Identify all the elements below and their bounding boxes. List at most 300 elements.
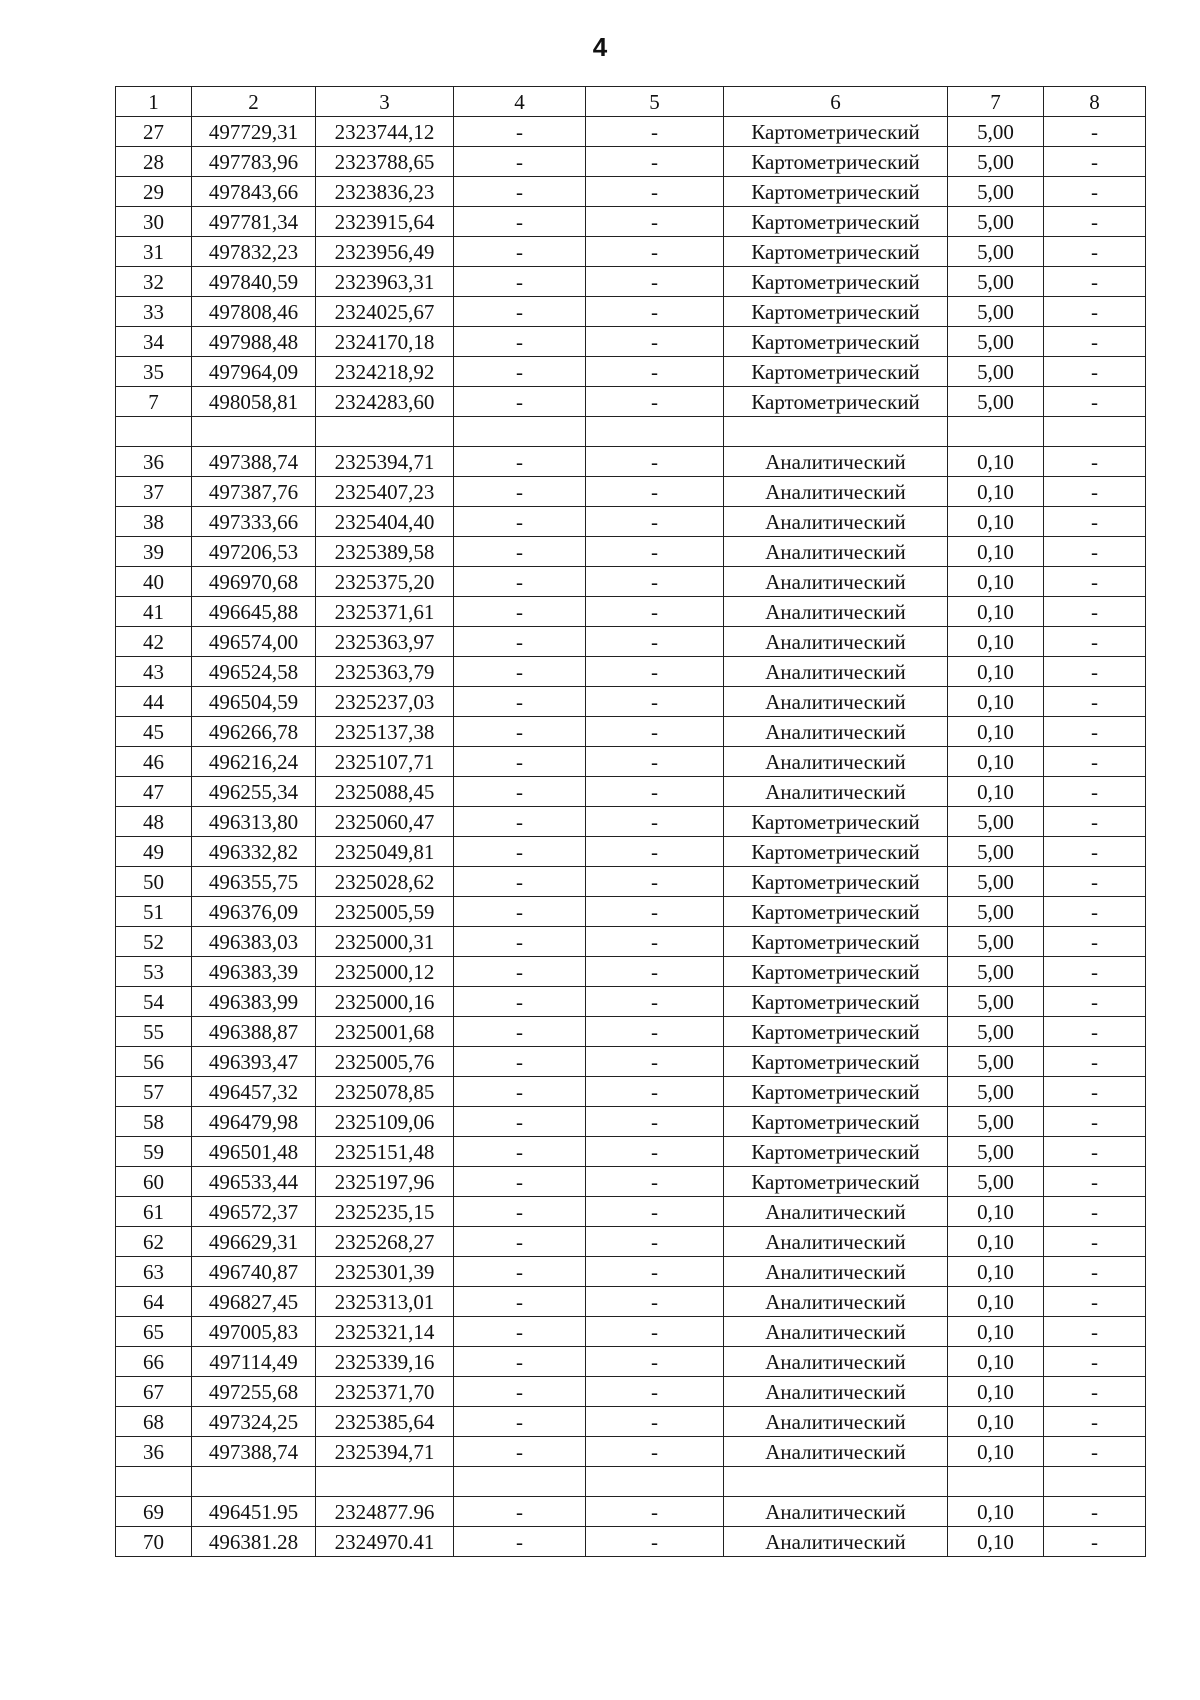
col5-cell bbox=[586, 1467, 724, 1497]
accuracy-cell: 5,00 bbox=[948, 1017, 1044, 1047]
y-coordinate-cell: 2325109,06 bbox=[316, 1107, 454, 1137]
x-coordinate-cell: 497388,74 bbox=[192, 1437, 316, 1467]
x-coordinate-cell: 496629,31 bbox=[192, 1227, 316, 1257]
accuracy-cell: 0,10 bbox=[948, 627, 1044, 657]
table-row bbox=[116, 1257, 1146, 1287]
col5-cell: - bbox=[586, 207, 724, 237]
y-coordinate-cell: 2325301,39 bbox=[316, 1257, 454, 1287]
col4-cell: - bbox=[454, 327, 586, 357]
col4-cell bbox=[454, 417, 586, 447]
col5-cell: - bbox=[586, 387, 724, 417]
x-coordinate-cell: 497387,76 bbox=[192, 477, 316, 507]
y-coordinate-cell: 2324170,18 bbox=[316, 327, 454, 357]
y-coordinate-cell: 2325137,38 bbox=[316, 717, 454, 747]
table-row bbox=[116, 1047, 1146, 1077]
col8-cell: - bbox=[1044, 1257, 1146, 1287]
method-cell: Картометрический bbox=[724, 1017, 948, 1047]
method-cell: Аналитический bbox=[724, 747, 948, 777]
col8-cell bbox=[1044, 417, 1146, 447]
method-cell: Картометрический bbox=[724, 897, 948, 927]
table-row bbox=[116, 177, 1146, 207]
y-coordinate-cell: 2325339,16 bbox=[316, 1347, 454, 1377]
col5-cell: - bbox=[586, 1377, 724, 1407]
table-row bbox=[116, 1497, 1146, 1527]
col4-cell: - bbox=[454, 477, 586, 507]
x-coordinate-cell: 497781,34 bbox=[192, 207, 316, 237]
col4-cell: - bbox=[454, 957, 586, 987]
col5-cell: - bbox=[586, 807, 724, 837]
col4-cell: - bbox=[454, 927, 586, 957]
accuracy-cell: 0,10 bbox=[948, 657, 1044, 687]
y-coordinate-cell: 2325268,27 bbox=[316, 1227, 454, 1257]
col4-cell: - bbox=[454, 1017, 586, 1047]
accuracy-cell: 5,00 bbox=[948, 807, 1044, 837]
table-row bbox=[116, 657, 1146, 687]
point-number-cell: 36 bbox=[116, 1437, 192, 1467]
col4-cell: - bbox=[454, 597, 586, 627]
table-row bbox=[116, 897, 1146, 927]
col4-cell: - bbox=[454, 117, 586, 147]
y-coordinate-cell: 2325389,58 bbox=[316, 537, 454, 567]
y-coordinate-cell: 2325371,70 bbox=[316, 1377, 454, 1407]
y-coordinate-cell: 2325404,40 bbox=[316, 507, 454, 537]
x-coordinate-cell: 496266,78 bbox=[192, 717, 316, 747]
point-number-cell: 27 bbox=[116, 117, 192, 147]
col8-cell: - bbox=[1044, 447, 1146, 477]
method-cell: Картометрический bbox=[724, 237, 948, 267]
point-number-cell: 59 bbox=[116, 1137, 192, 1167]
method-cell: Картометрический bbox=[724, 1137, 948, 1167]
col4-cell: - bbox=[454, 1227, 586, 1257]
y-coordinate-cell: 2323956,49 bbox=[316, 237, 454, 267]
point-number-cell: 53 bbox=[116, 957, 192, 987]
col5-cell: - bbox=[586, 1317, 724, 1347]
x-coordinate-cell: 497840,59 bbox=[192, 267, 316, 297]
table-row bbox=[116, 117, 1146, 147]
col4-cell: - bbox=[454, 177, 586, 207]
header-cell: 4 bbox=[454, 87, 586, 117]
col8-cell: - bbox=[1044, 477, 1146, 507]
x-coordinate-cell: 496479,98 bbox=[192, 1107, 316, 1137]
method-cell: Аналитический bbox=[724, 687, 948, 717]
y-coordinate-cell: 2325321,14 bbox=[316, 1317, 454, 1347]
accuracy-cell: 5,00 bbox=[948, 117, 1044, 147]
col5-cell: - bbox=[586, 837, 724, 867]
point-number-cell: 40 bbox=[116, 567, 192, 597]
col8-cell: - bbox=[1044, 1017, 1146, 1047]
accuracy-cell: 0,10 bbox=[948, 1347, 1044, 1377]
col5-cell: - bbox=[586, 177, 724, 207]
method-cell: Аналитический bbox=[724, 627, 948, 657]
col4-cell: - bbox=[454, 267, 586, 297]
x-coordinate-cell: 496645,88 bbox=[192, 597, 316, 627]
col8-cell: - bbox=[1044, 657, 1146, 687]
col5-cell: - bbox=[586, 867, 724, 897]
y-coordinate-cell: 2323836,23 bbox=[316, 177, 454, 207]
accuracy-cell: 0,10 bbox=[948, 717, 1044, 747]
col4-cell: - bbox=[454, 657, 586, 687]
accuracy-cell: 5,00 bbox=[948, 327, 1044, 357]
col8-cell: - bbox=[1044, 1167, 1146, 1197]
method-cell: Аналитический bbox=[724, 507, 948, 537]
col5-cell: - bbox=[586, 327, 724, 357]
x-coordinate-cell: 496216,24 bbox=[192, 747, 316, 777]
col4-cell: - bbox=[454, 1077, 586, 1107]
point-number-cell: 28 bbox=[116, 147, 192, 177]
col4-cell: - bbox=[454, 627, 586, 657]
accuracy-cell: 0,10 bbox=[948, 567, 1044, 597]
table-row bbox=[116, 237, 1146, 267]
coordinates-table bbox=[115, 86, 1146, 1557]
col8-cell: - bbox=[1044, 687, 1146, 717]
x-coordinate-cell: 497333,66 bbox=[192, 507, 316, 537]
y-coordinate-cell: 2323915,64 bbox=[316, 207, 454, 237]
col8-cell: - bbox=[1044, 597, 1146, 627]
col8-cell: - bbox=[1044, 1137, 1146, 1167]
col4-cell: - bbox=[454, 1317, 586, 1347]
point-number-cell: 30 bbox=[116, 207, 192, 237]
col8-cell: - bbox=[1044, 927, 1146, 957]
point-number-cell: 68 bbox=[116, 1407, 192, 1437]
point-number-cell: 60 bbox=[116, 1167, 192, 1197]
table-row bbox=[116, 357, 1146, 387]
x-coordinate-cell: 497114,49 bbox=[192, 1347, 316, 1377]
x-coordinate-cell: 496451.95 bbox=[192, 1497, 316, 1527]
col5-cell: - bbox=[586, 567, 724, 597]
method-cell: Аналитический bbox=[724, 597, 948, 627]
col5-cell: - bbox=[586, 1137, 724, 1167]
point-number-cell: 44 bbox=[116, 687, 192, 717]
x-coordinate-cell: 496383,39 bbox=[192, 957, 316, 987]
y-coordinate-cell: 2325197,96 bbox=[316, 1167, 454, 1197]
col5-cell: - bbox=[586, 897, 724, 927]
table-body bbox=[116, 117, 1146, 1557]
point-number-cell: 70 bbox=[116, 1527, 192, 1557]
y-coordinate-cell: 2325375,20 bbox=[316, 567, 454, 597]
col5-cell: - bbox=[586, 1257, 724, 1287]
method-cell: Картометрический bbox=[724, 297, 948, 327]
table-row bbox=[116, 1287, 1146, 1317]
point-number-cell: 46 bbox=[116, 747, 192, 777]
accuracy-cell: 0,10 bbox=[948, 1497, 1044, 1527]
point-number-cell: 66 bbox=[116, 1347, 192, 1377]
accuracy-cell: 5,00 bbox=[948, 897, 1044, 927]
method-cell: Аналитический bbox=[724, 1377, 948, 1407]
accuracy-cell: 0,10 bbox=[948, 597, 1044, 627]
col4-cell: - bbox=[454, 897, 586, 927]
col5-cell: - bbox=[586, 1047, 724, 1077]
x-coordinate-cell: 496504,59 bbox=[192, 687, 316, 717]
y-coordinate-cell: 2325151,48 bbox=[316, 1137, 454, 1167]
method-cell: Картометрический bbox=[724, 357, 948, 387]
col5-cell: - bbox=[586, 777, 724, 807]
method-cell: Картометрический bbox=[724, 207, 948, 237]
x-coordinate-cell: 496572,37 bbox=[192, 1197, 316, 1227]
accuracy-cell: 0,10 bbox=[948, 1197, 1044, 1227]
accuracy-cell: 5,00 bbox=[948, 297, 1044, 327]
method-cell: Картометрический bbox=[724, 1107, 948, 1137]
accuracy-cell: 0,10 bbox=[948, 1317, 1044, 1347]
point-number-cell: 34 bbox=[116, 327, 192, 357]
col8-cell: - bbox=[1044, 1107, 1146, 1137]
point-number-cell: 39 bbox=[116, 537, 192, 567]
col8-cell: - bbox=[1044, 357, 1146, 387]
accuracy-cell: 5,00 bbox=[948, 867, 1044, 897]
y-coordinate-cell: 2325313,01 bbox=[316, 1287, 454, 1317]
point-number-cell: 33 bbox=[116, 297, 192, 327]
accuracy-cell: 0,10 bbox=[948, 1527, 1044, 1557]
col8-cell: - bbox=[1044, 627, 1146, 657]
col5-cell: - bbox=[586, 267, 724, 297]
col4-cell: - bbox=[454, 1287, 586, 1317]
table-row bbox=[116, 1017, 1146, 1047]
table-row bbox=[116, 507, 1146, 537]
x-coordinate-cell: 497324,25 bbox=[192, 1407, 316, 1437]
point-number-cell: 45 bbox=[116, 717, 192, 747]
x-coordinate-cell: 496393,47 bbox=[192, 1047, 316, 1077]
x-coordinate-cell: 496501,48 bbox=[192, 1137, 316, 1167]
col8-cell: - bbox=[1044, 567, 1146, 597]
col5-cell: - bbox=[586, 447, 724, 477]
col8-cell: - bbox=[1044, 537, 1146, 567]
col5-cell: - bbox=[586, 537, 724, 567]
col8-cell bbox=[1044, 1467, 1146, 1497]
y-coordinate-cell: 2325371,61 bbox=[316, 597, 454, 627]
col8-cell: - bbox=[1044, 1347, 1146, 1377]
table-row bbox=[116, 1377, 1146, 1407]
accuracy-cell: 5,00 bbox=[948, 1077, 1044, 1107]
y-coordinate-cell: 2323963,31 bbox=[316, 267, 454, 297]
accuracy-cell: 0,10 bbox=[948, 777, 1044, 807]
method-cell: Аналитический bbox=[724, 1437, 948, 1467]
point-number-cell: 7 bbox=[116, 387, 192, 417]
col5-cell: - bbox=[586, 117, 724, 147]
col5-cell: - bbox=[586, 507, 724, 537]
header-cell: 8 bbox=[1044, 87, 1146, 117]
x-coordinate-cell: 498058,81 bbox=[192, 387, 316, 417]
point-number-cell: 35 bbox=[116, 357, 192, 387]
point-number-cell: 31 bbox=[116, 237, 192, 267]
accuracy-cell: 0,10 bbox=[948, 537, 1044, 567]
col8-cell: - bbox=[1044, 1497, 1146, 1527]
accuracy-cell: 0,10 bbox=[948, 477, 1044, 507]
method-cell: Аналитический bbox=[724, 1197, 948, 1227]
accuracy-cell: 0,10 bbox=[948, 447, 1044, 477]
col8-cell: - bbox=[1044, 1407, 1146, 1437]
col8-cell: - bbox=[1044, 507, 1146, 537]
method-cell: Аналитический bbox=[724, 1287, 948, 1317]
y-coordinate-cell: 2325407,23 bbox=[316, 477, 454, 507]
accuracy-cell: 5,00 bbox=[948, 357, 1044, 387]
x-coordinate-cell: 496740,87 bbox=[192, 1257, 316, 1287]
x-coordinate-cell: 496383,03 bbox=[192, 927, 316, 957]
point-number-cell: 43 bbox=[116, 657, 192, 687]
col4-cell: - bbox=[454, 387, 586, 417]
table-separator-row bbox=[116, 1467, 1146, 1497]
y-coordinate-cell: 2325235,15 bbox=[316, 1197, 454, 1227]
y-coordinate-cell: 2324283,60 bbox=[316, 387, 454, 417]
y-coordinate-cell bbox=[316, 1467, 454, 1497]
method-cell: Картометрический bbox=[724, 1077, 948, 1107]
table-row bbox=[116, 477, 1146, 507]
x-coordinate-cell: 497729,31 bbox=[192, 117, 316, 147]
point-number-cell: 57 bbox=[116, 1077, 192, 1107]
col4-cell: - bbox=[454, 1407, 586, 1437]
table-row bbox=[116, 1527, 1146, 1557]
table-row bbox=[116, 267, 1146, 297]
method-cell: Картометрический bbox=[724, 387, 948, 417]
col4-cell: - bbox=[454, 1437, 586, 1467]
method-cell: Картометрический bbox=[724, 957, 948, 987]
accuracy-cell: 0,10 bbox=[948, 687, 1044, 717]
col8-cell: - bbox=[1044, 237, 1146, 267]
point-number-cell: 41 bbox=[116, 597, 192, 627]
y-coordinate-cell: 2325005,76 bbox=[316, 1047, 454, 1077]
col5-cell: - bbox=[586, 1407, 724, 1437]
table-row bbox=[116, 1077, 1146, 1107]
table-row bbox=[116, 867, 1146, 897]
accuracy-cell: 5,00 bbox=[948, 957, 1044, 987]
col8-cell: - bbox=[1044, 387, 1146, 417]
col4-cell: - bbox=[454, 747, 586, 777]
accuracy-cell: 0,10 bbox=[948, 1227, 1044, 1257]
col4-cell: - bbox=[454, 1197, 586, 1227]
x-coordinate-cell: 496827,45 bbox=[192, 1287, 316, 1317]
col4-cell: - bbox=[454, 237, 586, 267]
x-coordinate-cell: 496255,34 bbox=[192, 777, 316, 807]
x-coordinate-cell: 496381.28 bbox=[192, 1527, 316, 1557]
col5-cell: - bbox=[586, 1197, 724, 1227]
y-coordinate-cell: 2325060,47 bbox=[316, 807, 454, 837]
method-cell bbox=[724, 417, 948, 447]
point-number-cell: 50 bbox=[116, 867, 192, 897]
x-coordinate-cell: 497808,46 bbox=[192, 297, 316, 327]
col5-cell: - bbox=[586, 747, 724, 777]
col4-cell: - bbox=[454, 1137, 586, 1167]
col8-cell: - bbox=[1044, 327, 1146, 357]
method-cell: Аналитический bbox=[724, 1227, 948, 1257]
col4-cell: - bbox=[454, 357, 586, 387]
table-row bbox=[116, 147, 1146, 177]
x-coordinate-cell: 497832,23 bbox=[192, 237, 316, 267]
col8-cell: - bbox=[1044, 897, 1146, 927]
table-row bbox=[116, 297, 1146, 327]
col4-cell: - bbox=[454, 777, 586, 807]
col5-cell: - bbox=[586, 297, 724, 327]
point-number-cell: 49 bbox=[116, 837, 192, 867]
col8-cell: - bbox=[1044, 1077, 1146, 1107]
method-cell: Картометрический bbox=[724, 927, 948, 957]
method-cell: Аналитический bbox=[724, 1497, 948, 1527]
table-row bbox=[116, 387, 1146, 417]
x-coordinate-cell: 497843,66 bbox=[192, 177, 316, 207]
x-coordinate-cell bbox=[192, 417, 316, 447]
point-number-cell bbox=[116, 417, 192, 447]
point-number-cell: 37 bbox=[116, 477, 192, 507]
y-coordinate-cell: 2325394,71 bbox=[316, 447, 454, 477]
x-coordinate-cell: 497206,53 bbox=[192, 537, 316, 567]
point-number-cell bbox=[116, 1467, 192, 1497]
y-coordinate-cell: 2324877.96 bbox=[316, 1497, 454, 1527]
method-cell: Аналитический bbox=[724, 447, 948, 477]
col4-cell: - bbox=[454, 687, 586, 717]
accuracy-cell: 5,00 bbox=[948, 987, 1044, 1017]
y-coordinate-cell: 2325394,71 bbox=[316, 1437, 454, 1467]
table-row bbox=[116, 1407, 1146, 1437]
method-cell: Аналитический bbox=[724, 537, 948, 567]
point-number-cell: 38 bbox=[116, 507, 192, 537]
accuracy-cell: 5,00 bbox=[948, 837, 1044, 867]
table-row bbox=[116, 957, 1146, 987]
table-row bbox=[116, 1137, 1146, 1167]
point-number-cell: 65 bbox=[116, 1317, 192, 1347]
col8-cell: - bbox=[1044, 147, 1146, 177]
x-coordinate-cell: 496388,87 bbox=[192, 1017, 316, 1047]
col8-cell: - bbox=[1044, 267, 1146, 297]
col4-cell bbox=[454, 1467, 586, 1497]
accuracy-cell: 0,10 bbox=[948, 507, 1044, 537]
col8-cell: - bbox=[1044, 177, 1146, 207]
method-cell: Картометрический bbox=[724, 1047, 948, 1077]
method-cell: Картометрический bbox=[724, 267, 948, 297]
x-coordinate-cell: 496313,80 bbox=[192, 807, 316, 837]
col8-cell: - bbox=[1044, 1377, 1146, 1407]
method-cell: Картометрический bbox=[724, 807, 948, 837]
col4-cell: - bbox=[454, 1047, 586, 1077]
table-row bbox=[116, 537, 1146, 567]
accuracy-cell: 5,00 bbox=[948, 147, 1044, 177]
col5-cell: - bbox=[586, 1017, 724, 1047]
y-coordinate-cell: 2325363,97 bbox=[316, 627, 454, 657]
point-number-cell: 61 bbox=[116, 1197, 192, 1227]
table-row bbox=[116, 1107, 1146, 1137]
y-coordinate-cell: 2325001,68 bbox=[316, 1017, 454, 1047]
x-coordinate-cell: 496355,75 bbox=[192, 867, 316, 897]
col8-cell: - bbox=[1044, 987, 1146, 1017]
point-number-cell: 54 bbox=[116, 987, 192, 1017]
table-row bbox=[116, 927, 1146, 957]
col4-cell: - bbox=[454, 507, 586, 537]
y-coordinate-cell: 2325000,31 bbox=[316, 927, 454, 957]
table-row bbox=[116, 807, 1146, 837]
col4-cell: - bbox=[454, 1527, 586, 1557]
table-header-row bbox=[116, 87, 1146, 117]
accuracy-cell: 5,00 bbox=[948, 267, 1044, 297]
col4-cell: - bbox=[454, 987, 586, 1017]
method-cell bbox=[724, 1467, 948, 1497]
table-row bbox=[116, 1197, 1146, 1227]
point-number-cell: 63 bbox=[116, 1257, 192, 1287]
header-cell: 1 bbox=[116, 87, 192, 117]
point-number-cell: 58 bbox=[116, 1107, 192, 1137]
x-coordinate-cell: 496524,58 bbox=[192, 657, 316, 687]
col4-cell: - bbox=[454, 207, 586, 237]
col8-cell: - bbox=[1044, 717, 1146, 747]
header-cell: 2 bbox=[192, 87, 316, 117]
accuracy-cell bbox=[948, 417, 1044, 447]
col5-cell: - bbox=[586, 597, 724, 627]
table-row bbox=[116, 1437, 1146, 1467]
y-coordinate-cell: 2325237,03 bbox=[316, 687, 454, 717]
method-cell: Аналитический bbox=[724, 567, 948, 597]
y-coordinate-cell: 2325028,62 bbox=[316, 867, 454, 897]
col5-cell: - bbox=[586, 237, 724, 267]
col8-cell: - bbox=[1044, 1047, 1146, 1077]
y-coordinate-cell: 2325107,71 bbox=[316, 747, 454, 777]
point-number-cell: 64 bbox=[116, 1287, 192, 1317]
method-cell: Аналитический bbox=[724, 1257, 948, 1287]
y-coordinate-cell bbox=[316, 417, 454, 447]
